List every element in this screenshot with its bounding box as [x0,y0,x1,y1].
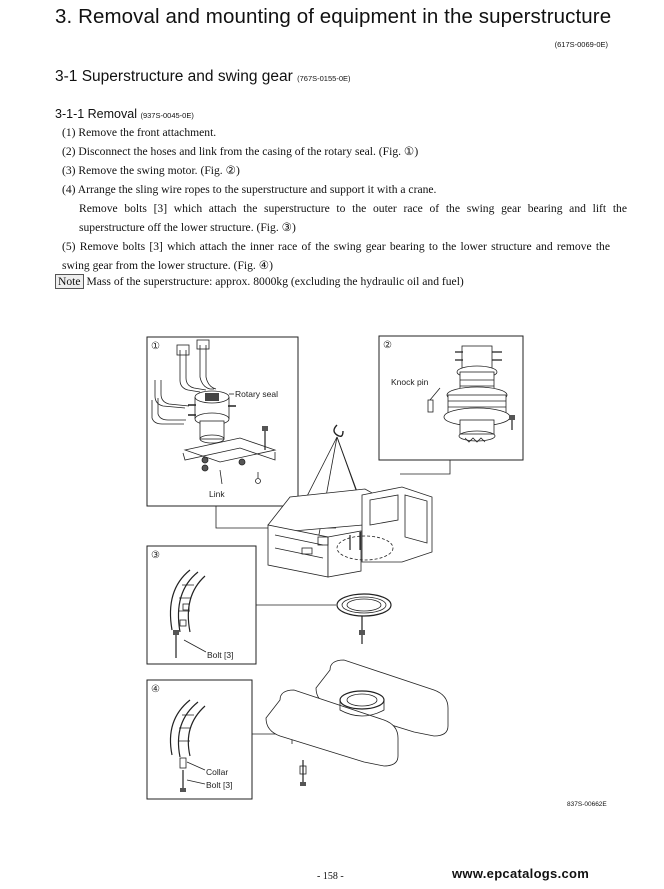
step-4-detail: Remove bolts [3] which attach the superstructure to the outer race of the swing gear bearing and lift the superstructure off the lower structure. (Fig. ③) [79,202,627,234]
figure-panel-4 [147,680,252,799]
note-label: Note [55,274,84,289]
figure-panel-1 [147,337,298,506]
panel-3-number: ③ [151,550,160,561]
link-label: Link [209,489,225,499]
bolt-label-4: Bolt [3] [206,780,233,790]
figure-code: 837S-00662E [567,801,607,808]
note-text: Mass of the superstructure: approx. 8000kg (excluding the hydraulic oil and fuel) [83,275,464,288]
figure-panel-3 [147,546,256,664]
step-2: (2) Disconnect the hoses and link from the casing of the rotary seal. (Fig. ①) [62,145,419,158]
lower-structure [266,660,448,786]
swing-gear-ring [337,594,391,644]
subsection-title: 3-1-1 Removal [55,107,137,121]
figure-panel-2 [379,336,523,460]
watermark: www.epcatalogs.com [452,866,590,881]
panel-4-number: ④ [151,684,160,695]
subsection-code: (937S-0045-0E) [140,111,194,120]
step-1: (1) Remove the front attachment. [62,126,217,139]
knock-pin-label: Knock pin [391,377,429,387]
superstructure [268,487,432,577]
panel-1-number: ① [151,341,160,352]
step-5: (5) Remove bolts [3] which attach the inner race of the swing gear bearing to the lower structure and remove the swing gear from the lower structure. (Fig. ④) [62,240,610,272]
title-code: (617S-0069-0E) [554,40,608,49]
page-number: - 158 - [317,871,344,882]
section-code: (767S-0155-0E) [297,74,351,83]
page-title: 3. Removal and mounting of equipment in the superstructure [55,5,612,28]
collar-label: Collar [206,767,229,777]
rotary-seal-label: Rotary seal [235,389,278,399]
bolt-label-3: Bolt [3] [207,650,234,660]
step-3: (3) Remove the swing motor. (Fig. ②) [62,164,240,177]
panel-2-number: ② [383,340,392,351]
step-4: (4) Arrange the sling wire ropes to the superstructure and support it with a crane. [62,183,437,196]
section-title: 3-1 Superstructure and swing gear [55,68,293,85]
